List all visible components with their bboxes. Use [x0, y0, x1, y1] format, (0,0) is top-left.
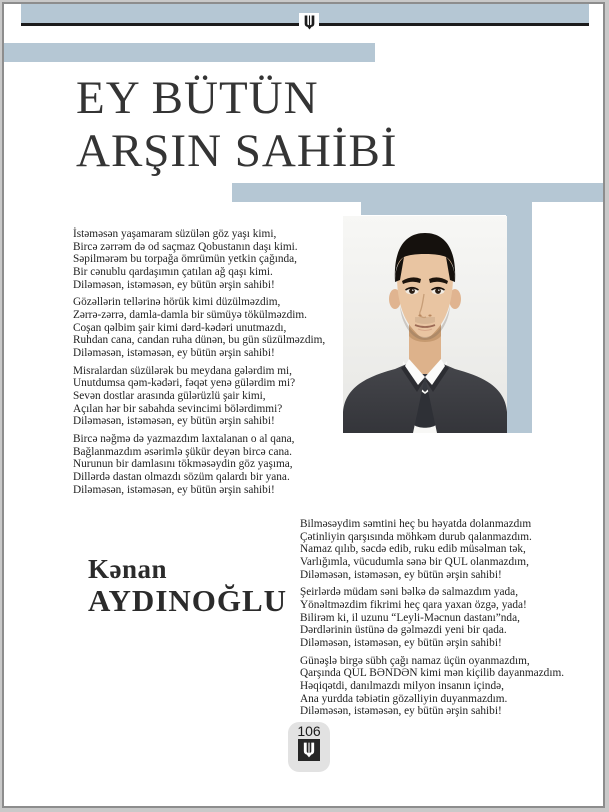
- author-first-name: Kənan: [88, 554, 168, 584]
- page-number-tab: [288, 722, 330, 772]
- poem-line: Günəşlə birgə sübh çağı namaz üçün oyanmazdım,: [300, 654, 530, 667]
- book-mark-glyph: [302, 742, 316, 758]
- poem-line: Gözəllərin tellərinə hörük kimi düzülməzdim,: [73, 296, 281, 309]
- poem-line: Qarşında QUL BƏNDƏN kimi mən kiçilib dayanmazdım.: [300, 667, 565, 680]
- author-name: [88, 554, 287, 618]
- poem-column-right: [300, 518, 564, 723]
- poem-line: Bircə zərrəm də od saçmaz Qobustanın daşı kimi.: [73, 240, 298, 253]
- publisher-logo-bottom-icon: [298, 739, 320, 761]
- poem-line: Diləməsən, istəməsən, ey bütün ərşin sahibi!: [73, 347, 275, 360]
- poem-line: Açılan hər bir sabahda sevincimi bölərdimmi?: [73, 402, 283, 415]
- author-last-name: AYDINOĞLU: [88, 583, 288, 618]
- stanza-1: [73, 228, 325, 292]
- poem-line: Həqiqətdi, danılmazdı milyon insanın içində,: [300, 680, 504, 693]
- publisher-logo-icon: [299, 13, 319, 31]
- book-mark-glyph: [303, 15, 316, 30]
- page-title-line2: ARŞIN SAHİBİ: [76, 125, 398, 177]
- photo-accent-bar-step: [361, 202, 506, 215]
- poem-line: Dərdlərinin üstünə də gəlməzdi yeni bir qada.: [300, 624, 507, 637]
- poem-line: Dillərdə dastan olmazdı sözüm qalardı bir yana.: [73, 471, 290, 484]
- stanza-3: [73, 365, 325, 429]
- photo-accent-bar-vertical: [506, 202, 532, 433]
- poem-line: Bilirəm ki, il uzunu “Leyli-Məcnun dastanı”nda,: [300, 611, 520, 624]
- poem-line: Diləməsən, istəməsən, ey bütün ərşin sahibi!: [73, 278, 275, 291]
- stanza-2: [73, 296, 325, 360]
- stanza-6: [300, 586, 564, 650]
- poem-line: Bir cənublu qardaşımın çatılan ağ qaşı kimi.: [73, 266, 273, 279]
- poem-line: Diləməsən, istəməsən, ey bütün ərşin sahibi!: [73, 415, 275, 428]
- page-title-line1: EY BÜTÜN: [76, 72, 319, 124]
- title-accent-bar: [4, 43, 375, 62]
- photo-accent-bar-horizontal: [232, 183, 604, 202]
- poet-portrait-photo: [343, 216, 507, 433]
- poem-line: Bircə nəğmə də yazmazdım laxtalanan o al qana,: [73, 432, 295, 445]
- poem-line: Səpilmərəm bu torpağa ömrümün yetkin çağında,: [73, 253, 297, 266]
- stanza-7: [300, 655, 564, 719]
- poem-line: Diləməsən, istəməsən, ey bütün ərşin sahibi!: [300, 568, 502, 581]
- poem-line: Ruhdan cana, candan ruha dünən, bu gün süzülməzdim,: [73, 334, 326, 347]
- poem-column-left: [73, 228, 325, 501]
- poem-line: İstəməsən yaşamaram süzülən göz yaşı kimi,: [73, 228, 277, 240]
- poem-line: Şeirlərdə müdam səni bəlkə də salmazdım yada,: [300, 586, 519, 599]
- poem-line: Namaz qılıb, səcdə edib, ruku edib müsəlman tək,: [300, 543, 526, 556]
- poem-line: Nurunun bir damlasını tökməsəydin göz yaşıma,: [73, 458, 293, 471]
- stanza-5: [300, 518, 564, 582]
- page-number: 106: [297, 723, 321, 739]
- book-page: [2, 2, 605, 808]
- poem-line: Zərrə-zərrə, damla-damla bir sümüyə tökülməzdim.: [73, 309, 307, 322]
- poem-line: Varlığımla, vücudumla sənə bir QUL olanmazdım,: [300, 556, 529, 569]
- poem-line: Ana yurdda təbiətin gözəlliyin duyanmazdım.: [300, 692, 508, 705]
- poem-line: Sevən dostlar arasında gülərüzlü şair kimi,: [73, 390, 266, 403]
- poem-line: Unutdumsa qəm-kədəri, fəqət yenə gülərdim mi?: [73, 377, 296, 390]
- poem-line: Bilməsəydim səmtini heç bu həyatda dolanmazdım: [300, 518, 532, 530]
- page-title: [76, 72, 397, 178]
- poem-line: Coşan qəlbim şair kimi dərd-kədəri unutmazdı,: [73, 321, 287, 334]
- poem-line: Diləməsən, istəməsən, ey bütün ərşin sahibi!: [300, 705, 502, 718]
- poem-line: Diləməsən, istəməsən, ey bütün ərşin sahibi!: [73, 483, 275, 496]
- poem-line: Çətinliyin qarşısında möhkəm durub qalanmazdım.: [300, 530, 532, 543]
- poem-line: Misralardan süzülərək bu meydana gələrdim mi,: [73, 364, 292, 377]
- poem-line: Yönəltməzdim fikrimi heç qara yaxan özgə, yada!: [300, 599, 527, 612]
- stanza-4: [73, 433, 325, 497]
- poem-line: Bağlanmazdım əsərimlə şükür deyən bircə cana.: [73, 445, 292, 458]
- poem-line: Diləməsən, istəməsən, ey bütün ərşin sahibi!: [300, 637, 502, 650]
